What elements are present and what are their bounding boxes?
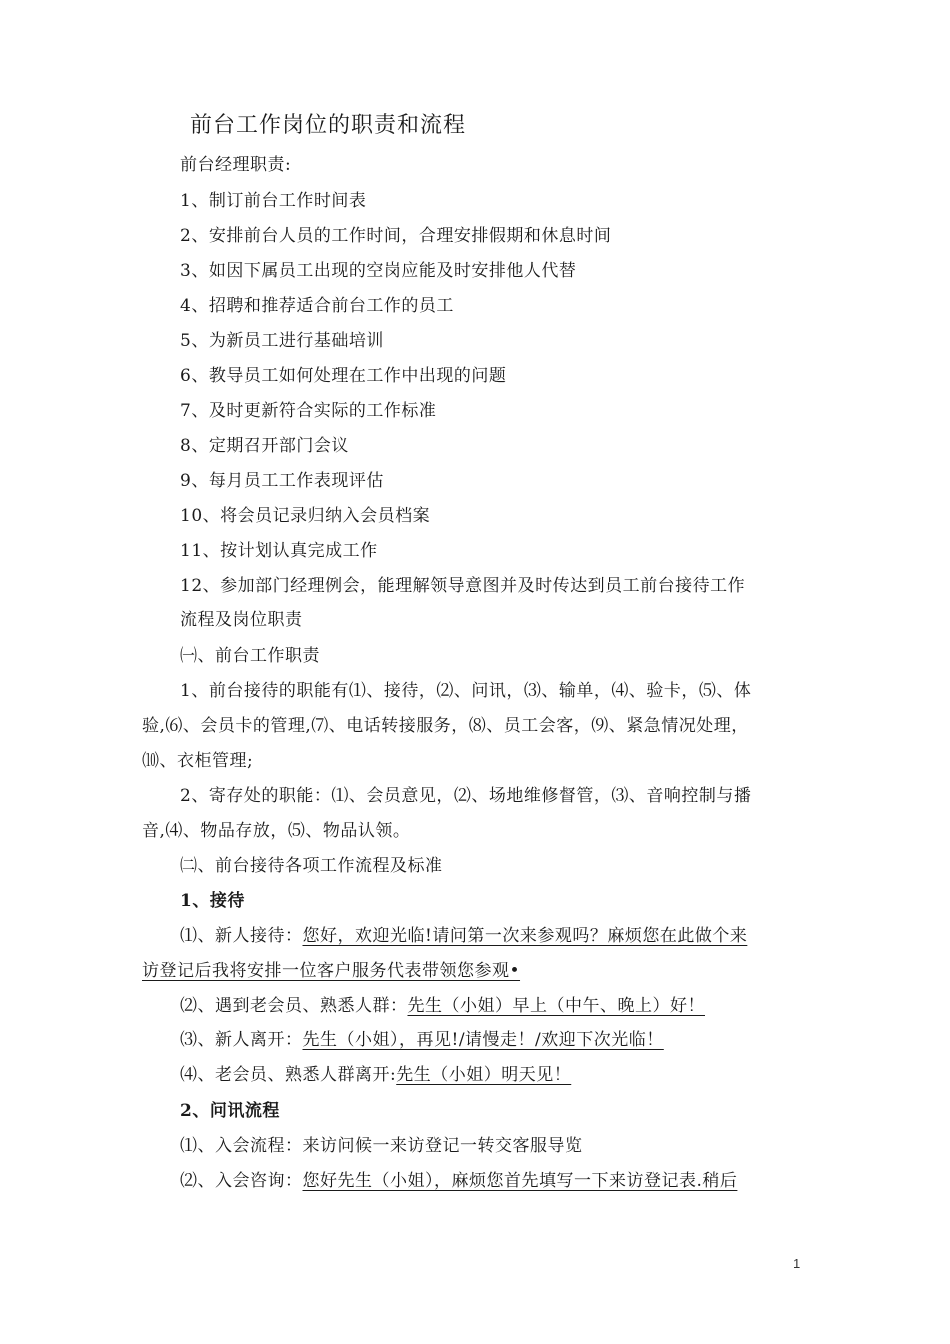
reception-item-1	[180, 921, 747, 946]
list-item: 11、按计划认真完成工作	[180, 541, 378, 561]
inquiry-item-2-text: 您好先生（小姐），麻烦您首先填写一下来访登记表.稍后	[302, 1171, 738, 1191]
list-item: 8、定期召开部门会议	[180, 436, 349, 456]
reception-item-4-text: 先生（小姐）明天见！	[396, 1065, 572, 1085]
section2-heading: ㈡、前台接待各项工作流程及标准	[180, 856, 443, 876]
document-title: 前台工作岗位的职责和流程	[190, 113, 467, 138]
manager-heading: 前台经理职责:	[180, 155, 292, 175]
list-item: 12、参加部门经理例会，能理解领导意图并及时传达到员工前台接待工作	[180, 576, 746, 596]
inquiry-item-1: ⑴、入会流程：来访问候一来访登记一转交客服导览	[180, 1136, 583, 1156]
reception-item-2	[180, 991, 705, 1016]
list-item: 10、将会员记录归纳入会员档案	[180, 506, 431, 526]
section1-paragraph1-line2: 验,⑹、会员卡的管理,⑺、电话转接服务，⑻、员工会客，⑼、紧急情况处理，	[142, 716, 749, 736]
section1-paragraph2-line2: 音,⑷、物品存放，⑸、物品认领。	[142, 821, 411, 841]
inquiry-heading: 2、问讯流程	[180, 1101, 280, 1121]
reception-item-1-text: 您好，欢迎光临!请问第一次来参观吗？麻烦您在此做个来	[302, 926, 748, 946]
reception-item-3-label: ⑶、新人离开：	[180, 1030, 303, 1050]
list-item: 9、每月员工工作表现评估	[180, 471, 384, 491]
section1-paragraph2-line1: 2、寄存处的职能：⑴、会员意见，⑵、场地维修督管，⑶、音响控制与播	[180, 786, 752, 806]
reception-item-4	[180, 1060, 571, 1085]
reception-item-3-text: 先生（小姐），再见!/请慢走！/欢迎下次光临！	[302, 1030, 664, 1050]
list-item: 1、制订前台工作时间表	[180, 191, 367, 211]
section1-paragraph1-line1: 1、前台接待的职能有⑴、接待，⑵、问讯，⑶、输单，⑷、验卡，⑸、体	[180, 681, 752, 701]
list-item: 3、如因下属员工出现的空岗应能及时安排他人代替	[180, 261, 577, 281]
inquiry-item-2	[180, 1166, 737, 1191]
reception-item-4-label: ⑷、老会员、熟悉人群离开:	[180, 1065, 397, 1085]
reception-item-2-label: ⑵、遇到老会员、熟悉人群：	[180, 996, 408, 1016]
reception-item-2-text: 先生（小姐）早上（中午、晚上）好！	[407, 996, 705, 1016]
list-item: 5、为新员工进行基础培训	[180, 331, 384, 351]
reception-item-3	[180, 1025, 664, 1050]
page-number: 1	[793, 1256, 801, 1271]
section1-paragraph1-line3: ⑽、衣柜管理;	[142, 751, 254, 771]
reception-item-1-label: ⑴、新人接待：	[180, 926, 303, 946]
reception-item-1-cont	[142, 956, 804, 981]
inquiry-item-2-label: ⑵、入会咨询：	[180, 1171, 303, 1191]
list-item: 6、教导员工如何处理在工作中出现的问题	[180, 366, 507, 386]
list-item: 4、招聘和推荐适合前台工作的员工	[180, 296, 454, 316]
list-item-continuation: 流程及岗位职责	[180, 610, 303, 630]
section1-heading: ㈠、前台工作职责	[180, 646, 320, 666]
reception-item-1-text2: 访登记后我将安排一位客户服务代表带领您参观•	[142, 961, 521, 981]
list-item: 2、安排前台人员的工作时间，合理安排假期和休息时间	[180, 226, 612, 246]
reception-heading: 1、接待	[180, 891, 245, 911]
list-item: 7、及时更新符合实际的工作标准	[180, 401, 437, 421]
